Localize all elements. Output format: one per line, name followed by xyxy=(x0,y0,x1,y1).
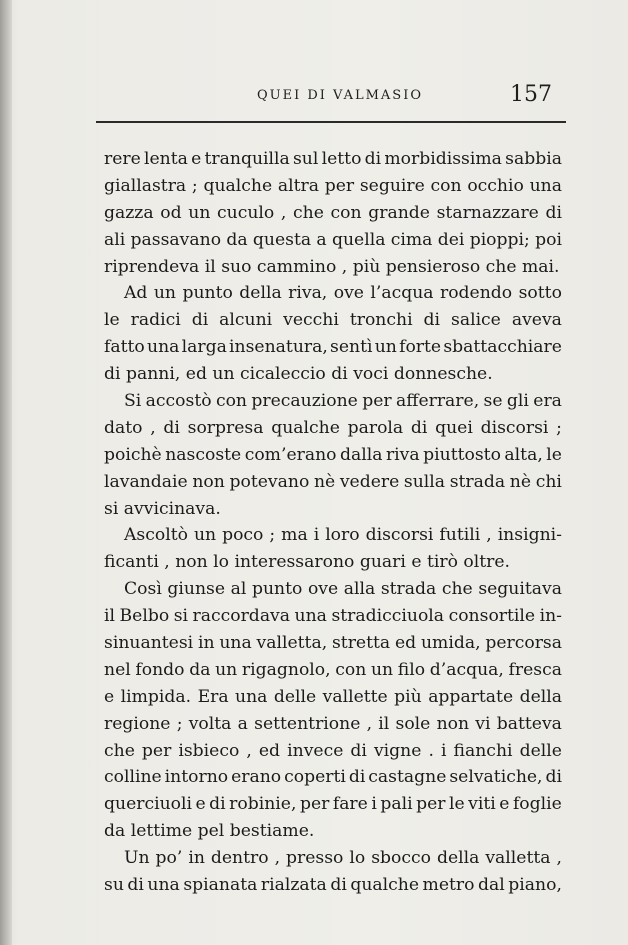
word: coperti xyxy=(284,767,346,788)
word: i xyxy=(371,794,377,815)
word: discorsi xyxy=(480,417,549,438)
text-line xyxy=(104,227,562,254)
word: nel xyxy=(104,659,131,680)
word: più xyxy=(394,686,422,707)
word: Così xyxy=(124,579,162,600)
word: per xyxy=(299,794,330,815)
word: discorsi xyxy=(365,525,434,546)
word: quei xyxy=(435,417,473,438)
page-gutter-shadow xyxy=(0,0,12,945)
word: intorno xyxy=(164,767,229,788)
word: foglie xyxy=(512,794,562,815)
word: le xyxy=(546,444,562,465)
word: di xyxy=(410,417,428,438)
word: nè xyxy=(509,471,532,492)
text-line xyxy=(104,388,562,415)
text-line xyxy=(104,280,562,307)
word: sentì xyxy=(330,337,373,358)
text-line xyxy=(104,576,562,603)
word: , xyxy=(280,202,287,223)
word: Un xyxy=(124,848,150,869)
word: vigne xyxy=(373,740,422,761)
word: piano, xyxy=(508,875,562,896)
word: i xyxy=(313,525,320,546)
word: sul xyxy=(292,149,319,169)
word: ed xyxy=(394,633,417,654)
word: poco xyxy=(222,525,264,546)
word: limpida. xyxy=(120,686,192,707)
text-line xyxy=(104,630,562,657)
word: ed xyxy=(258,740,281,761)
word: ; xyxy=(556,417,562,438)
text-line xyxy=(104,146,562,173)
word: lenta xyxy=(144,149,188,169)
word: colline xyxy=(104,767,162,788)
word: , xyxy=(486,525,492,546)
word: a xyxy=(237,713,248,734)
word: giallastra xyxy=(104,175,187,196)
word: una xyxy=(529,175,562,196)
word: una xyxy=(294,606,327,627)
word: erano xyxy=(231,767,282,788)
word: larga xyxy=(181,337,227,358)
word: di xyxy=(348,767,366,788)
word: con xyxy=(430,175,462,196)
word: di xyxy=(127,875,144,896)
page-header xyxy=(0,82,628,118)
word: a xyxy=(316,229,327,250)
word: rialzata xyxy=(260,875,327,896)
word: poi xyxy=(535,229,562,250)
word: qualche xyxy=(271,417,340,438)
word: ; xyxy=(191,175,198,196)
word: raccordava xyxy=(192,606,291,627)
word: vallette xyxy=(322,686,388,707)
word: le xyxy=(448,794,465,815)
word: d’acqua, xyxy=(429,659,504,680)
word: od xyxy=(160,202,182,223)
text-line xyxy=(104,738,562,765)
word: percorsa xyxy=(485,633,562,654)
word: presso xyxy=(286,848,344,869)
word: afferrare, xyxy=(396,391,480,412)
word: un xyxy=(188,202,211,223)
text-line xyxy=(104,791,562,818)
line-text: riprendeva il suo cammino , più pensieroso che mai. xyxy=(104,256,560,277)
word: letto xyxy=(321,149,362,169)
word: una xyxy=(219,633,252,654)
word: i xyxy=(440,740,447,761)
word: riva, xyxy=(288,283,328,304)
page-number: 157 xyxy=(510,82,552,107)
word: precauzione xyxy=(251,391,358,412)
word: si xyxy=(173,606,189,627)
word: di xyxy=(545,202,562,223)
word: punto xyxy=(182,283,233,304)
word: una xyxy=(147,875,180,896)
header-rule xyxy=(96,121,566,123)
word: cuculo xyxy=(217,202,275,223)
word: fondo xyxy=(135,659,185,680)
word: loro xyxy=(325,525,360,546)
word: batteva xyxy=(496,713,562,734)
word: ; xyxy=(269,525,276,546)
word: rigagnolo, xyxy=(241,659,331,680)
word: spianata xyxy=(183,875,258,896)
text-line xyxy=(104,254,562,281)
word: seguitava xyxy=(478,579,562,600)
word: sbattacchiare xyxy=(443,337,562,358)
word: filo xyxy=(397,659,426,680)
word: dei xyxy=(437,229,465,250)
word: piuttosto xyxy=(423,444,501,465)
word: questa xyxy=(252,229,312,250)
word: Si xyxy=(124,391,142,412)
word: punto xyxy=(251,579,303,600)
word: se xyxy=(483,391,503,412)
text-line xyxy=(104,549,562,576)
word: delle xyxy=(273,686,317,707)
word: pali xyxy=(380,794,413,815)
word: di xyxy=(163,417,180,438)
word: della xyxy=(239,283,282,304)
word: Belbo xyxy=(119,606,170,627)
word: chi xyxy=(535,471,562,492)
word: con xyxy=(215,391,247,412)
word: querciuoli xyxy=(104,794,192,815)
word: gazza xyxy=(104,202,154,223)
word: sabbia xyxy=(505,149,562,169)
text-line xyxy=(104,442,562,469)
word: castagne xyxy=(368,767,447,788)
word: della xyxy=(436,848,480,869)
word: volta xyxy=(188,713,232,734)
word: giunse xyxy=(167,579,226,600)
word: , xyxy=(556,848,562,869)
line-text: si avvicinava. xyxy=(104,498,221,519)
word: dal xyxy=(478,875,505,896)
word: dentro xyxy=(210,848,269,869)
text-line xyxy=(104,173,562,200)
word: strada xyxy=(380,579,437,600)
word: strada xyxy=(449,471,506,492)
word: regione xyxy=(104,713,171,734)
word: che xyxy=(441,579,473,600)
word: viti xyxy=(468,794,496,815)
word: aveva xyxy=(511,310,562,331)
text-line xyxy=(104,818,562,845)
word: lavandaie xyxy=(104,471,188,492)
word: settentrione xyxy=(254,713,361,734)
word: ove xyxy=(333,283,364,304)
word: da xyxy=(189,659,211,680)
word: tronchi xyxy=(349,310,413,331)
text-line xyxy=(104,603,562,630)
word: di xyxy=(423,310,441,331)
running-title: QUEI DI VALMASIO xyxy=(257,88,423,103)
word: , xyxy=(274,848,281,869)
word: invece xyxy=(287,740,344,761)
word: vi xyxy=(475,713,491,734)
word: starnazzare xyxy=(436,202,539,223)
word: su xyxy=(104,875,124,896)
word: e xyxy=(104,686,115,707)
word: delle xyxy=(519,740,562,761)
word: valletta, xyxy=(256,633,328,654)
word: . xyxy=(428,740,434,761)
text-line xyxy=(104,469,562,496)
word: appartate xyxy=(428,686,514,707)
word: e xyxy=(195,794,206,815)
word: era xyxy=(533,391,562,412)
word: il xyxy=(378,713,390,734)
word: consortile xyxy=(448,606,536,627)
word: fresca xyxy=(508,659,562,680)
word: di xyxy=(330,875,347,896)
text-line xyxy=(104,764,562,791)
text-line xyxy=(104,334,562,361)
word: po’ xyxy=(155,848,183,869)
word: , xyxy=(366,713,373,734)
text-line xyxy=(104,361,562,388)
word: sinuantesi xyxy=(104,633,194,654)
word: stretta xyxy=(331,633,391,654)
word: della xyxy=(519,686,562,707)
word: di xyxy=(209,794,226,815)
word: l’acqua xyxy=(370,283,434,304)
word: radici xyxy=(130,310,181,331)
word: stradicciuola xyxy=(331,606,445,627)
word: valletta xyxy=(485,848,551,869)
word: quella xyxy=(331,229,386,250)
word: di xyxy=(364,149,382,169)
word: non xyxy=(436,713,470,734)
word: vedere xyxy=(339,471,400,492)
word: il xyxy=(104,606,115,627)
text-line xyxy=(104,711,562,738)
word: che xyxy=(104,740,135,761)
text-line xyxy=(104,872,562,899)
word: forte xyxy=(399,337,442,358)
line-text: ficanti , non lo interessarono guari e tirò oltre. xyxy=(104,552,510,573)
text-line xyxy=(104,200,562,227)
word: lo xyxy=(349,848,366,869)
word: isbieco xyxy=(178,740,240,761)
text-line xyxy=(104,496,562,523)
word: Ascoltò xyxy=(124,525,188,546)
word: nè xyxy=(313,471,336,492)
word: in xyxy=(188,848,205,869)
word: che xyxy=(293,202,324,223)
word: ; xyxy=(176,713,183,734)
word: per xyxy=(324,175,355,196)
word: al xyxy=(230,579,247,600)
word: selvatiche, xyxy=(449,767,543,788)
word: Ad xyxy=(124,283,148,304)
word: un xyxy=(374,337,397,358)
word: e xyxy=(499,794,510,815)
word: sbocco xyxy=(371,848,431,869)
word: parola xyxy=(347,417,404,438)
line-text: di panni, ed un cicaleccio di voci donnesche. xyxy=(104,364,493,385)
word: in xyxy=(197,633,215,654)
word: per xyxy=(416,794,446,815)
word: alla xyxy=(343,579,376,600)
word: Era xyxy=(197,686,229,707)
word: altra xyxy=(277,175,319,196)
word: con xyxy=(330,202,362,223)
word: per xyxy=(141,740,172,761)
word: insigni- xyxy=(497,525,562,546)
word: sotto xyxy=(518,283,562,304)
word: un xyxy=(215,659,238,680)
word: poichè xyxy=(104,444,162,465)
word: insenatura, xyxy=(229,337,328,358)
word: dato xyxy=(104,417,143,438)
word: metro xyxy=(422,875,475,896)
word: per xyxy=(362,391,392,412)
text-line xyxy=(104,415,562,442)
word: ove xyxy=(307,579,339,600)
word: vecchi xyxy=(283,310,339,331)
word: le xyxy=(104,310,120,331)
word: una xyxy=(147,337,180,358)
word: dalla xyxy=(339,444,383,465)
word: non xyxy=(192,471,225,492)
text-line xyxy=(104,307,562,334)
word: di xyxy=(350,740,367,761)
word: di xyxy=(545,767,562,788)
word: salice xyxy=(451,310,501,331)
text-line xyxy=(104,684,562,711)
line-text: da lettime pel bestiame. xyxy=(104,821,315,842)
word: alta, xyxy=(504,444,543,465)
word: qualche xyxy=(350,875,420,896)
word: con xyxy=(335,659,367,680)
word: qualche xyxy=(203,175,273,196)
word: umida, xyxy=(420,633,481,654)
word: futili xyxy=(439,525,481,546)
word: in- xyxy=(539,606,562,627)
text-line xyxy=(104,522,562,549)
word: ma xyxy=(281,525,308,546)
word: fianchi xyxy=(453,740,513,761)
word: robinie, xyxy=(229,794,297,815)
word: sorpresa xyxy=(187,417,264,438)
word: e xyxy=(191,149,202,169)
word: occhio xyxy=(467,175,524,196)
word: una xyxy=(235,686,268,707)
word: fare xyxy=(332,794,368,815)
text-line xyxy=(104,657,562,684)
word: sole xyxy=(395,713,431,734)
word: riva xyxy=(385,444,420,465)
word: cima xyxy=(390,229,433,250)
word: gli xyxy=(506,391,529,412)
word: potevano xyxy=(229,471,310,492)
word: , xyxy=(150,417,156,438)
body-text xyxy=(104,146,562,899)
word: di xyxy=(191,310,209,331)
word: com’erano xyxy=(244,444,337,465)
word: sulla xyxy=(403,471,446,492)
word: grande xyxy=(368,202,430,223)
word: nascoste xyxy=(165,444,242,465)
word: seguire xyxy=(359,175,425,196)
word: fatto xyxy=(104,337,145,358)
word: alcuni xyxy=(219,310,273,331)
word: da xyxy=(226,229,248,250)
word: un xyxy=(370,659,394,680)
word: un xyxy=(153,283,176,304)
word: rodendo xyxy=(439,283,513,304)
word: morbidissima xyxy=(384,149,502,169)
word: rere xyxy=(104,149,141,169)
word: pioppi; xyxy=(469,229,530,250)
word: , xyxy=(246,740,252,761)
text-line xyxy=(104,845,562,872)
word: un xyxy=(193,525,217,546)
word: passavano xyxy=(130,229,222,250)
word: tranquilla xyxy=(204,149,290,169)
word: ali xyxy=(104,229,126,250)
word: accostò xyxy=(145,391,212,412)
